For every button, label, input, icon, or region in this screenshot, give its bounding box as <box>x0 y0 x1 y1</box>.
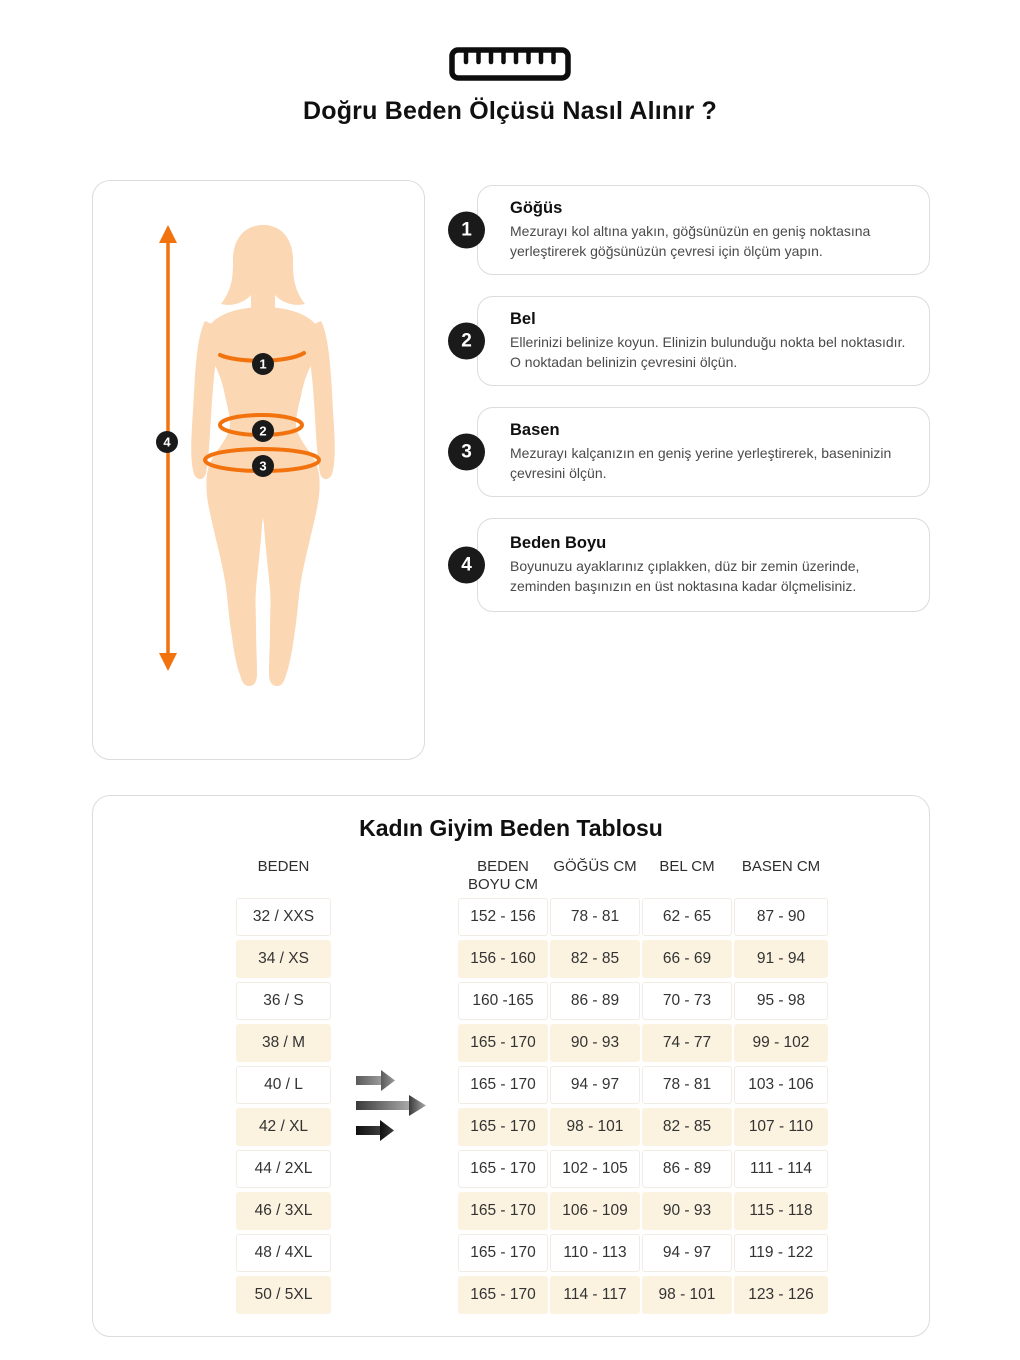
step-number-badge: 3 <box>448 434 485 471</box>
cell-gogus: 94 - 97 <box>550 1066 640 1104</box>
cell-gogus: 106 - 109 <box>550 1192 640 1230</box>
instruction-text: Mezurayı kol altına yakın, göğsünüzün en geniş noktasına yerleştirerek göğsünüzün çevresi için ölçüm yapın. <box>510 222 871 259</box>
table-row <box>93 940 929 978</box>
cell-beden: 50 / 5XL <box>236 1276 331 1314</box>
cell-bel: 74 - 77 <box>642 1024 732 1062</box>
svg-text:4: 4 <box>163 434 171 450</box>
cell-gogus: 86 - 89 <box>550 982 640 1020</box>
cell-beden-boyu: 152 - 156 <box>458 898 548 936</box>
cell-gogus: 78 - 81 <box>550 898 640 936</box>
cell-gogus: 82 - 85 <box>550 940 640 978</box>
cell-beden-boyu: 165 - 170 <box>458 1234 548 1272</box>
cell-beden-boyu: 156 - 160 <box>458 940 548 978</box>
figure-panel <box>92 180 425 760</box>
cell-beden-boyu: 165 - 170 <box>458 1066 548 1104</box>
cell-basen: 123 - 126 <box>734 1276 828 1314</box>
cell-beden-boyu: 165 - 170 <box>458 1192 548 1230</box>
column-header-gogus: GÖĞÜS CM <box>553 858 637 875</box>
cell-beden: 46 / 3XL <box>236 1192 331 1230</box>
cell-beden: 34 / XS <box>236 940 331 978</box>
step-number-badge: 1 <box>448 212 485 249</box>
cell-beden: 32 / XXS <box>236 898 331 936</box>
cell-beden: 48 / 4XL <box>236 1234 331 1272</box>
instruction-title: Bel <box>510 309 536 328</box>
instruction-card <box>461 407 930 497</box>
svg-text:2: 2 <box>259 423 267 439</box>
instruction-text: Ellerinizi belinize koyun. Elinizin bulunduğu nokta bel noktasıdır. O noktadan belinizin çevresini ölçün. <box>510 333 906 370</box>
cell-gogus: 114 - 117 <box>550 1276 640 1314</box>
cell-bel: 70 - 73 <box>642 982 732 1020</box>
instruction-card <box>461 185 930 275</box>
instruction-title: Basen <box>510 420 560 439</box>
cell-basen: 107 - 110 <box>734 1108 828 1146</box>
table-row <box>93 1066 929 1104</box>
cell-bel: 78 - 81 <box>642 1066 732 1104</box>
size-table-title: Kadın Giyim Beden Tablosu <box>359 815 663 841</box>
cell-beden-boyu: 165 - 170 <box>458 1024 548 1062</box>
cell-gogus: 98 - 101 <box>550 1108 640 1146</box>
step-number-badge: 4 <box>448 547 485 584</box>
cell-basen: 111 - 114 <box>734 1150 828 1188</box>
small-black-arrow-icon <box>356 1120 394 1141</box>
body-silhouette-diagram <box>93 181 426 761</box>
size-table-header <box>93 858 929 898</box>
cell-bel: 94 - 97 <box>642 1234 732 1272</box>
table-row <box>93 982 929 1020</box>
cell-basen: 119 - 122 <box>734 1234 828 1272</box>
cell-basen: 87 - 90 <box>734 898 828 936</box>
cell-beden-boyu: 165 - 170 <box>458 1108 548 1146</box>
cell-gogus: 102 - 105 <box>550 1150 640 1188</box>
cell-basen: 91 - 94 <box>734 940 828 978</box>
header <box>0 0 1020 126</box>
cell-bel: 90 - 93 <box>642 1192 732 1230</box>
instruction-text: Boyunuzu ayaklarınız çıplakken, düz bir zemin üzerinde, zeminden başınızın en üst noktasına kadar ölçmelisiniz. <box>510 557 860 594</box>
cell-basen: 95 - 98 <box>734 982 828 1020</box>
cell-bel: 66 - 69 <box>642 940 732 978</box>
cell-beden: 44 / 2XL <box>236 1150 331 1188</box>
cell-gogus: 90 - 93 <box>550 1024 640 1062</box>
long-gray-arrow-icon <box>356 1095 426 1116</box>
cell-basen: 103 - 106 <box>734 1066 828 1104</box>
table-row <box>93 1150 929 1188</box>
cell-basen: 99 - 102 <box>734 1024 828 1062</box>
svg-text:1: 1 <box>259 356 267 372</box>
svg-text:3: 3 <box>259 458 267 474</box>
cell-bel: 86 - 89 <box>642 1150 732 1188</box>
cell-bel: 82 - 85 <box>642 1108 732 1146</box>
cell-beden-boyu: 165 - 170 <box>458 1150 548 1188</box>
cell-gogus: 110 - 113 <box>550 1234 640 1272</box>
table-row <box>93 1024 929 1062</box>
cell-beden: 40 / L <box>236 1066 331 1104</box>
cell-beden: 36 / S <box>236 982 331 1020</box>
instruction-text: Mezurayı kalçanızın en geniş yerine yerleştirerek, baseninizin çevresini ölçün. <box>510 444 892 481</box>
size-pointer-arrows <box>356 1067 446 1152</box>
table-row <box>93 898 929 936</box>
instruction-title: Beden Boyu <box>510 533 607 552</box>
ruler-icon <box>0 47 1020 83</box>
instruction-card <box>461 518 930 612</box>
cell-bel: 98 - 101 <box>642 1276 732 1314</box>
size-table-rows <box>93 898 929 1318</box>
table-row <box>93 1234 929 1272</box>
table-row <box>93 1192 929 1230</box>
column-header-beden: BEDEN <box>257 858 310 875</box>
column-header-beden-boyu: BEDEN BOYU CM <box>467 858 538 893</box>
instruction-card <box>461 296 930 386</box>
cell-beden-boyu: 165 - 170 <box>458 1276 548 1314</box>
cell-beden-boyu: 160 -165 <box>458 982 548 1020</box>
table-row <box>93 1108 929 1146</box>
small-gray-arrow-icon <box>356 1070 395 1091</box>
page-title: Doğru Beden Ölçüsü Nasıl Alınır ? <box>302 97 718 125</box>
cell-basen: 115 - 118 <box>734 1192 828 1230</box>
instruction-title: Göğüs <box>510 198 563 217</box>
step-number-badge: 2 <box>448 323 485 360</box>
size-table-card <box>92 795 930 1337</box>
cell-beden: 42 / XL <box>236 1108 331 1146</box>
table-row <box>93 1276 929 1314</box>
column-header-basen: BASEN CM <box>741 858 821 875</box>
cell-bel: 62 - 65 <box>642 898 732 936</box>
instructions-list <box>461 185 930 612</box>
cell-beden: 38 / M <box>236 1024 331 1062</box>
column-header-bel: BEL CM <box>659 858 715 875</box>
